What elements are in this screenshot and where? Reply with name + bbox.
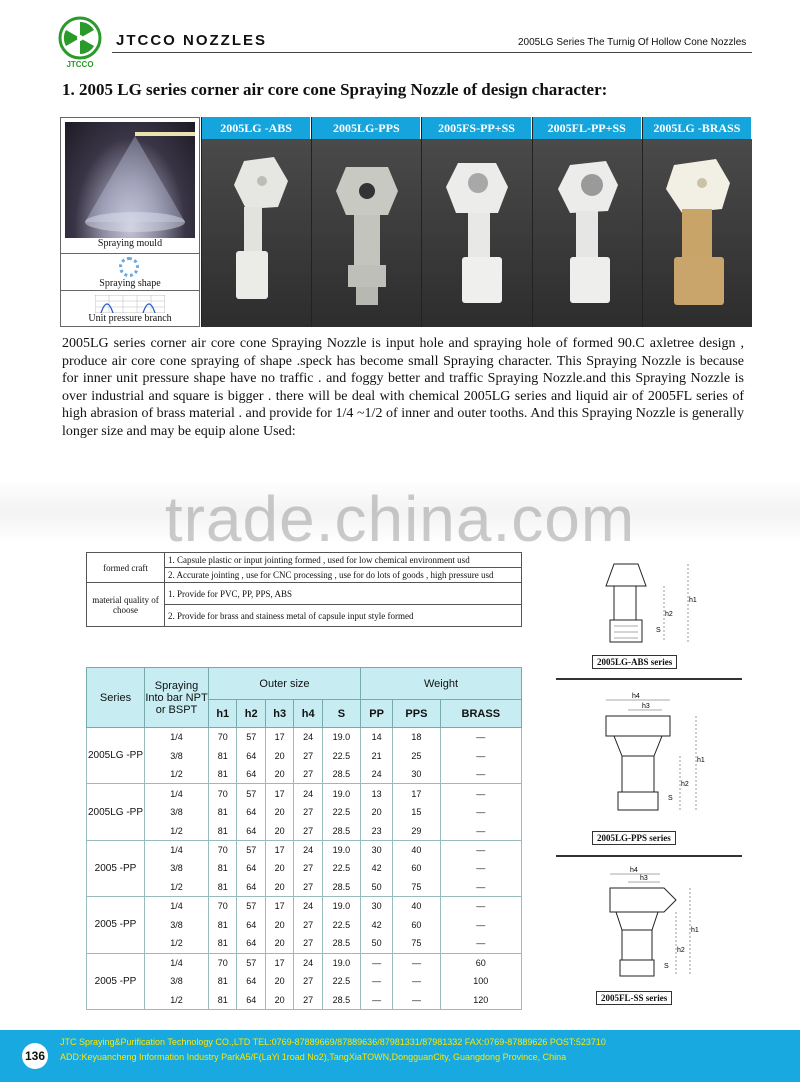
table-cell: 1/2 (145, 821, 209, 840)
table-cell: 1/4 (145, 840, 209, 859)
table-cell: 50 (361, 934, 393, 953)
table-cell: 20 (265, 934, 293, 953)
table-cell: 24 (294, 840, 322, 859)
product-brass (642, 117, 752, 327)
table-cell: 75 (393, 934, 440, 953)
table-cell: 64 (237, 991, 265, 1010)
spraying-mould-image (65, 122, 195, 238)
table-cell: — (361, 991, 393, 1010)
svg-text:h3: h3 (642, 703, 650, 710)
table-cell: 29 (393, 821, 440, 840)
table-cell: 64 (237, 803, 265, 822)
table-cell: 27 (294, 934, 322, 953)
series-cell: 2005 -PP (87, 840, 145, 896)
col-outer-size: Outer size (209, 668, 361, 700)
table-cell: 20 (265, 803, 293, 822)
product-abs (201, 117, 311, 327)
table-cell: — (393, 953, 440, 972)
abs-series-caption: 2005LG-ABS series (592, 655, 677, 669)
svg-text:h2: h2 (677, 947, 685, 954)
table-cell: 19.0 (322, 840, 360, 859)
col-spraying: Spraying Into bar NPT or BSPT (145, 668, 209, 728)
table-cell: 3/8 (145, 915, 209, 934)
table-cell: 64 (237, 746, 265, 765)
table-row (87, 934, 522, 953)
table-row (87, 803, 522, 822)
series-cell: 2005 -PP (87, 953, 145, 1009)
table-cell: 19.0 (322, 784, 360, 803)
header-divider (112, 52, 752, 53)
table-cell: 27 (294, 746, 322, 765)
table-cell: 57 (237, 897, 265, 916)
table-cell: — (361, 953, 393, 972)
table-cell: 21 (361, 746, 393, 765)
table-cell: 60 (393, 859, 440, 878)
table-cell: 19.0 (322, 728, 360, 747)
table-cell: 70 (209, 728, 237, 747)
svg-text:h2: h2 (665, 611, 673, 618)
table-cell: 13 (361, 784, 393, 803)
table-cell: 24 (294, 728, 322, 747)
table-cell: 70 (209, 784, 237, 803)
spraying-shape-box (61, 253, 199, 290)
spraying-mould-caption: Spraying mould (97, 238, 163, 249)
table-cell: 28.5 (322, 991, 360, 1010)
product-fl-pp-ss (532, 117, 642, 327)
table-cell: — (440, 859, 521, 878)
svg-text:h1: h1 (697, 757, 705, 764)
table-cell: 17 (265, 953, 293, 972)
table-row (87, 878, 522, 897)
craft-table (86, 552, 522, 627)
product-label: 2005LG -ABS (202, 117, 311, 139)
nozzle-abs-icon (222, 151, 292, 311)
table-cell: 20 (265, 859, 293, 878)
table-cell: 1/2 (145, 934, 209, 953)
table-row (87, 972, 522, 991)
diagram-divider (556, 678, 742, 680)
pressure-branch-caption: Unit pressure branch (88, 313, 172, 324)
spraying-shape-caption: Spraying shape (99, 278, 161, 289)
table-row (87, 897, 522, 916)
table-row (87, 765, 522, 784)
material-item-2: 2. Provide for brass and stainess metal of capsule input style formed (165, 605, 522, 627)
table-cell: 64 (237, 859, 265, 878)
jtcco-logo-icon (58, 16, 102, 60)
table-cell: 81 (209, 991, 237, 1010)
table-cell: 64 (237, 878, 265, 897)
table-cell: 22.5 (322, 915, 360, 934)
nozzle-brass-icon (662, 153, 732, 313)
product-panel (60, 117, 752, 327)
table-row (87, 859, 522, 878)
nozzle-pps-icon (332, 153, 402, 313)
table-cell: 64 (237, 934, 265, 953)
material-item-1: 1. Provide for PVC, PP, PPS, ABS (165, 583, 522, 605)
table-cell: 30 (361, 840, 393, 859)
svg-text:h2: h2 (681, 781, 689, 788)
table-cell: 17 (393, 784, 440, 803)
table-row (87, 840, 522, 859)
table-cell: 60 (440, 953, 521, 972)
specification-table (86, 667, 522, 1010)
table-cell: 81 (209, 915, 237, 934)
table-cell: 42 (361, 859, 393, 878)
pressure-branch-box (61, 290, 199, 326)
col-s: S (322, 700, 360, 728)
table-cell: — (440, 934, 521, 953)
product-label: 2005FL-PP+SS (533, 117, 642, 139)
table-cell: — (440, 784, 521, 803)
table-cell: 27 (294, 972, 322, 991)
svg-text:S: S (656, 627, 661, 634)
table-row (87, 784, 522, 803)
table-cell: — (393, 972, 440, 991)
product-label: 2005LG -BRASS (643, 117, 752, 139)
product-label: 2005FS-PP+SS (422, 117, 531, 139)
col-weight: Weight (361, 668, 522, 700)
table-cell: 27 (294, 878, 322, 897)
product-pps (311, 117, 421, 327)
product-gallery (201, 117, 752, 327)
table-cell: 50 (361, 878, 393, 897)
table-row (87, 821, 522, 840)
table-cell: 20 (361, 803, 393, 822)
table-cell: 27 (294, 915, 322, 934)
table-cell: 20 (265, 991, 293, 1010)
table-cell: 81 (209, 859, 237, 878)
table-cell: 57 (237, 840, 265, 859)
table-cell: 1/4 (145, 953, 209, 972)
table-cell: — (440, 915, 521, 934)
table-cell: 1/4 (145, 728, 209, 747)
table-cell: 57 (237, 728, 265, 747)
table-cell: 3/8 (145, 859, 209, 878)
table-cell: 81 (209, 878, 237, 897)
table-cell: 14 (361, 728, 393, 747)
table-cell: 1/4 (145, 784, 209, 803)
table-cell: 24 (294, 784, 322, 803)
table-row (87, 915, 522, 934)
table-cell: 57 (237, 784, 265, 803)
table-cell: 3/8 (145, 972, 209, 991)
table-cell: 57 (237, 953, 265, 972)
table-cell: 24 (361, 765, 393, 784)
table-cell: 28.5 (322, 934, 360, 953)
series-cell: 2005LG -PP (87, 728, 145, 784)
table-cell: 120 (440, 991, 521, 1010)
table-cell: 22.5 (322, 859, 360, 878)
table-cell: 17 (265, 784, 293, 803)
col-series: Series (87, 668, 145, 728)
table-cell: 64 (237, 972, 265, 991)
ss-series-caption: 2005FL-SS series (596, 991, 672, 1005)
table-cell: 81 (209, 765, 237, 784)
table-cell: 24 (294, 897, 322, 916)
page-header (0, 0, 800, 80)
table-cell: — (440, 821, 521, 840)
table-cell: 100 (440, 972, 521, 991)
pps-series-caption: 2005LG-PPS series (592, 831, 676, 845)
col-pp: PP (361, 700, 393, 728)
series-cell: 2005LG -PP (87, 784, 145, 840)
table-cell: 25 (393, 746, 440, 765)
table-cell: 27 (294, 991, 322, 1010)
svg-text:S: S (668, 795, 673, 802)
table-row (87, 991, 522, 1010)
table-cell: 20 (265, 915, 293, 934)
ss-dimension-diagram (594, 866, 704, 986)
table-cell: 1/2 (145, 765, 209, 784)
material-label: material quality of choose (87, 583, 165, 627)
col-h3: h3 (265, 700, 293, 728)
brand-name: JTCCO NOZZLES (116, 32, 268, 49)
svg-text:h1: h1 (691, 927, 699, 934)
table-cell: — (440, 728, 521, 747)
table-cell: 40 (393, 840, 440, 859)
product-fs-pp-ss (421, 117, 531, 327)
table-cell: 17 (265, 897, 293, 916)
table-cell: 20 (265, 765, 293, 784)
header-series-title: 2005LG Series The Turnig Of Hollow Cone Nozzles (518, 37, 747, 48)
table-cell: 22.5 (322, 803, 360, 822)
table-cell: 30 (361, 897, 393, 916)
table-cell: 22.5 (322, 972, 360, 991)
table-cell: 70 (209, 953, 237, 972)
spray-info-column (60, 117, 200, 327)
table-cell: 30 (393, 765, 440, 784)
formed-craft-item-2: 2. Accurate jointing , use for CNC processing , use for do lots of goods , high pressure usd (165, 568, 522, 583)
table-cell: 19.0 (322, 953, 360, 972)
table-cell: 23 (361, 821, 393, 840)
table-cell: — (440, 803, 521, 822)
nozzle-fl-icon (552, 153, 622, 313)
section-title: 1. 2005 LG series corner air core cone Spraying Nozzle of design character: (62, 80, 608, 99)
nozzle-fs-icon (442, 153, 512, 313)
table-cell: 28.5 (322, 878, 360, 897)
table-cell: 27 (294, 821, 322, 840)
table-cell: 60 (393, 915, 440, 934)
table-cell: — (361, 972, 393, 991)
footer-company-line: JTC Spraying&Purification Technology CO.,LTD TEL:0769-87889669/87889636/87981331/87981332 FAX:0769-87889626 POST:523710 (60, 1037, 606, 1047)
table-cell: 75 (393, 878, 440, 897)
table-cell: 27 (294, 765, 322, 784)
formed-craft-label: formed craft (87, 553, 165, 583)
table-cell: 20 (265, 821, 293, 840)
series-cell: 2005 -PP (87, 897, 145, 953)
table-cell: 28.5 (322, 765, 360, 784)
table-cell: 40 (393, 897, 440, 916)
table-cell: 17 (265, 840, 293, 859)
table-cell: 20 (265, 972, 293, 991)
col-brass: BRASS (440, 700, 521, 728)
table-cell: — (440, 765, 521, 784)
watermark-text: trade.china.com (164, 483, 636, 555)
logo-text: JTCCO (66, 60, 94, 69)
table-cell: 24 (294, 953, 322, 972)
page-number: 136 (22, 1043, 48, 1069)
table-cell: 1/4 (145, 897, 209, 916)
table-cell: — (440, 897, 521, 916)
table-cell: 3/8 (145, 803, 209, 822)
col-h2: h2 (237, 700, 265, 728)
spray-ring-icon (119, 257, 139, 277)
table-cell: 81 (209, 821, 237, 840)
table-cell: 81 (209, 972, 237, 991)
table-cell: 64 (237, 915, 265, 934)
table-cell: 42 (361, 915, 393, 934)
table-cell: 15 (393, 803, 440, 822)
table-cell: 3/8 (145, 746, 209, 765)
svg-text:h4: h4 (632, 693, 640, 700)
pressure-distribution-icon (95, 295, 165, 313)
col-h1: h1 (209, 700, 237, 728)
description-paragraph: 2005LG series corner air core cone Spraying Nozzle is input hole and spraying hole of formed 90.C axletree design , produce air core cone spraying of shape .speck has become small Spraying character. This Spraying Nozzle is because for inner unit pressure shape have no traffic . and foggy better and traffic Spraying Nozzle.and this Spraying Nozzle is over industrial and square is bigger . there will be deal with chemical 2005LG series and liquid air of 2005FL series of high abrasion of brass material . and provide for 1/4 ~1/2 of inner and outer tooths. And this Spraying Nozzle is generally longer size and may be equip alone Used: (62, 336, 744, 439)
col-pps: PPS (393, 700, 440, 728)
table-cell: 28.5 (322, 821, 360, 840)
col-h4: h4 (294, 700, 322, 728)
table-row (87, 953, 522, 972)
specification-rows (87, 728, 522, 1010)
table-cell: 81 (209, 746, 237, 765)
table-cell: 22.5 (322, 746, 360, 765)
footer-address-line: ADD:Keyuancheng Information Industry ParkA5/F(LaYi 1road No2),TangXiaTOWN,DongguanCity, Guangdong Province, China (60, 1052, 567, 1062)
table-cell: — (440, 746, 521, 765)
svg-text:S: S (664, 963, 669, 970)
table-cell: 70 (209, 897, 237, 916)
formed-craft-item-1: 1. Capsule plastic or input jointing formed , used for low chemical environment usd (165, 553, 522, 568)
table-cell: 64 (237, 765, 265, 784)
table-cell: 20 (265, 746, 293, 765)
table-cell: 18 (393, 728, 440, 747)
table-cell: — (440, 840, 521, 859)
table-cell: 1/2 (145, 991, 209, 1010)
table-row (87, 746, 522, 765)
pps-dimension-diagram (588, 690, 708, 826)
table-cell: 70 (209, 840, 237, 859)
table-row (87, 728, 522, 747)
table-cell: 20 (265, 878, 293, 897)
table-cell: 64 (237, 821, 265, 840)
table-cell: 27 (294, 803, 322, 822)
table-cell: 81 (209, 803, 237, 822)
table-cell: 27 (294, 859, 322, 878)
svg-text:h1: h1 (689, 597, 697, 604)
table-cell: — (440, 878, 521, 897)
product-label: 2005LG-PPS (312, 117, 421, 139)
table-cell: — (393, 991, 440, 1010)
table-cell: 17 (265, 728, 293, 747)
abs-dimension-diagram (590, 556, 700, 656)
diagram-divider (556, 855, 742, 857)
spray-cone-icon (65, 122, 195, 238)
table-cell: 81 (209, 934, 237, 953)
svg-text:h3: h3 (640, 875, 648, 882)
table-cell: 1/2 (145, 878, 209, 897)
table-cell: 19.0 (322, 897, 360, 916)
svg-text:h4: h4 (630, 867, 638, 874)
